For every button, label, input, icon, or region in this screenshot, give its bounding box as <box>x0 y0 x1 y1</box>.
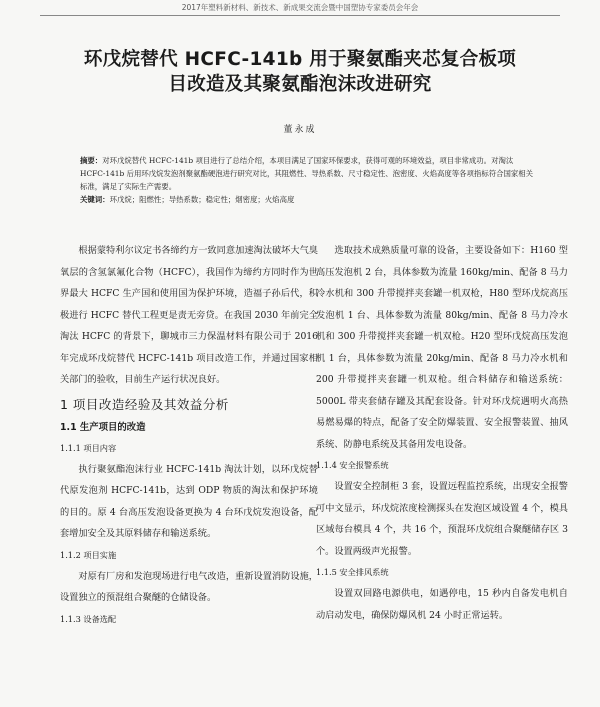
subsection-heading-1-1: 1.1 生产项目的改造 <box>60 421 146 433</box>
paper-title <box>40 47 560 97</box>
subsubsection-heading-1-1-5: 1.1.5 安全排风系统 <box>316 567 389 577</box>
keywords-label: 关键词： <box>80 195 110 204</box>
left-column <box>60 240 318 630</box>
subsubsection-heading-1-1-1: 1.1.1 项目内容 <box>60 442 117 453</box>
abstract-block <box>80 154 534 206</box>
paragraph-1-1-5: 设置双回路电源供电，如遇停电，15 秒内自备发电机自动启动发电，确保防爆风机 24 小时正常运转。 <box>316 588 568 621</box>
paragraph-1-1-4: 设置安全控制柜 3 套，设置远程监控系统，出现安全报警可中文显示，环戊烷浓度检测探头在发泡区域设置 4 个，模具区域每台模具 4 个，共 16 个，预混环戊烷组合聚醚储存区 3 个。设置两级声光报警。 <box>316 481 568 557</box>
title-line-2: 目改造及其聚氨酯泡沫改进研究 <box>168 74 432 95</box>
abstract-text <box>80 154 534 193</box>
running-header: 2017年塑料新材料、新技术、新成果交流会暨中国塑协专家委员会年会 <box>40 2 560 16</box>
intro-paragraph: 根据蒙特利尔议定书各缔约方一致同意加速淘汰破坏大气臭氧层的含氢氯氟化合物（HCFC），我国作为缔约方同时作为世界最大 HCFC 生产国和使用国为保护环境，造福子孙后代，积极进行 HCFC 替代工程更是责无旁贷。在我国 2030 年前完全淘汰 HCFC 的背景下，聊城市三力保温材料有限公司于 2016 年完成环戊烷替代 HCFC-141b 项目改造工作，并通过国家相关部门的验收，目前生产运行状况良好。 <box>60 245 318 385</box>
abstract-label: 摘要： <box>80 156 103 165</box>
subsubsection-heading-1-1-3: 1.1.3 设备选配 <box>60 613 117 624</box>
keywords <box>80 193 534 206</box>
title-line-1: 环戊烷替代 HCFC-141b 用于聚氨酯夹芯复合板项 <box>83 49 517 70</box>
keywords-body: 环戊烷；阻燃性；导热系数；稳定性；烟密度；火焰高度 <box>109 195 295 204</box>
right-column <box>316 240 568 626</box>
subsubsection-heading-1-1-2: 1.1.2 项目实施 <box>60 549 117 560</box>
author-name: 董永成 <box>283 125 317 135</box>
paragraph-1-1-2: 对原有厂房和发泡现场进行电气改造，重新设置消防设施，设置独立的预混组合聚醚的仓储设备。 <box>60 570 318 603</box>
subsubsection-heading-1-1-4: 1.1.4 安全报警系统 <box>316 460 389 470</box>
paragraph-1-1-1: 执行聚氨酯泡沫行业 HCFC-141b 淘汰计划，以环戊烷替代原发泡剂 HCFC-141b，达到 ODP 物质的淘汰和保护环境的目的。原 4 台高压发泡设备更换为 4 台环戊烷发泡设备，配套增加安全及其原料储存和输送系统。 <box>60 463 318 539</box>
section-heading-1: 1 项目改造经验及其效益分析 <box>60 396 229 412</box>
abstract-body: 对环戊烷替代 HCFC-141b 项目进行了总结介绍，本项目满足了国家环保要求，获得可观的环境效益，项目非常成功。对淘汰 HCFC-141b 后用环戊烷发泡剂聚氨酯硬泡进行研究对比，其阻燃性、导热系数、尺寸稳定性、泡密度、火焰高度等各项指标符合国家相关标准，满足了实际生产需要。 <box>80 156 534 191</box>
paragraph-1-1-3: 选取技术成熟质量可靠的设备，主要设备如下：H160 型高压发泡机 2 台，具体参数为流量 160kg/min、配备 8 马力冷水机和 300 升带搅拌夹套罐一机双枪，H80 型环戊烷高压发泡机 1 台、具体参数为流量 80kg/min、配备 8 马力冷水机和 300 升带搅拌夹套罐一机双枪。H20 型环戊烷高压发泡机 1 台，具体参数为流量 20kg/min、配备 8 马力冷水机和 200 升带搅拌夹套罐一机双枪。组合料储存和输送系统：5000L 带夹套储存罐及其配套设备。针对环戊烷遇明火高热易燃易爆的特点，配备了安全防爆装置、安全报警装置、抽风系统、防静电系统及其备用发电设备。 <box>316 245 568 450</box>
